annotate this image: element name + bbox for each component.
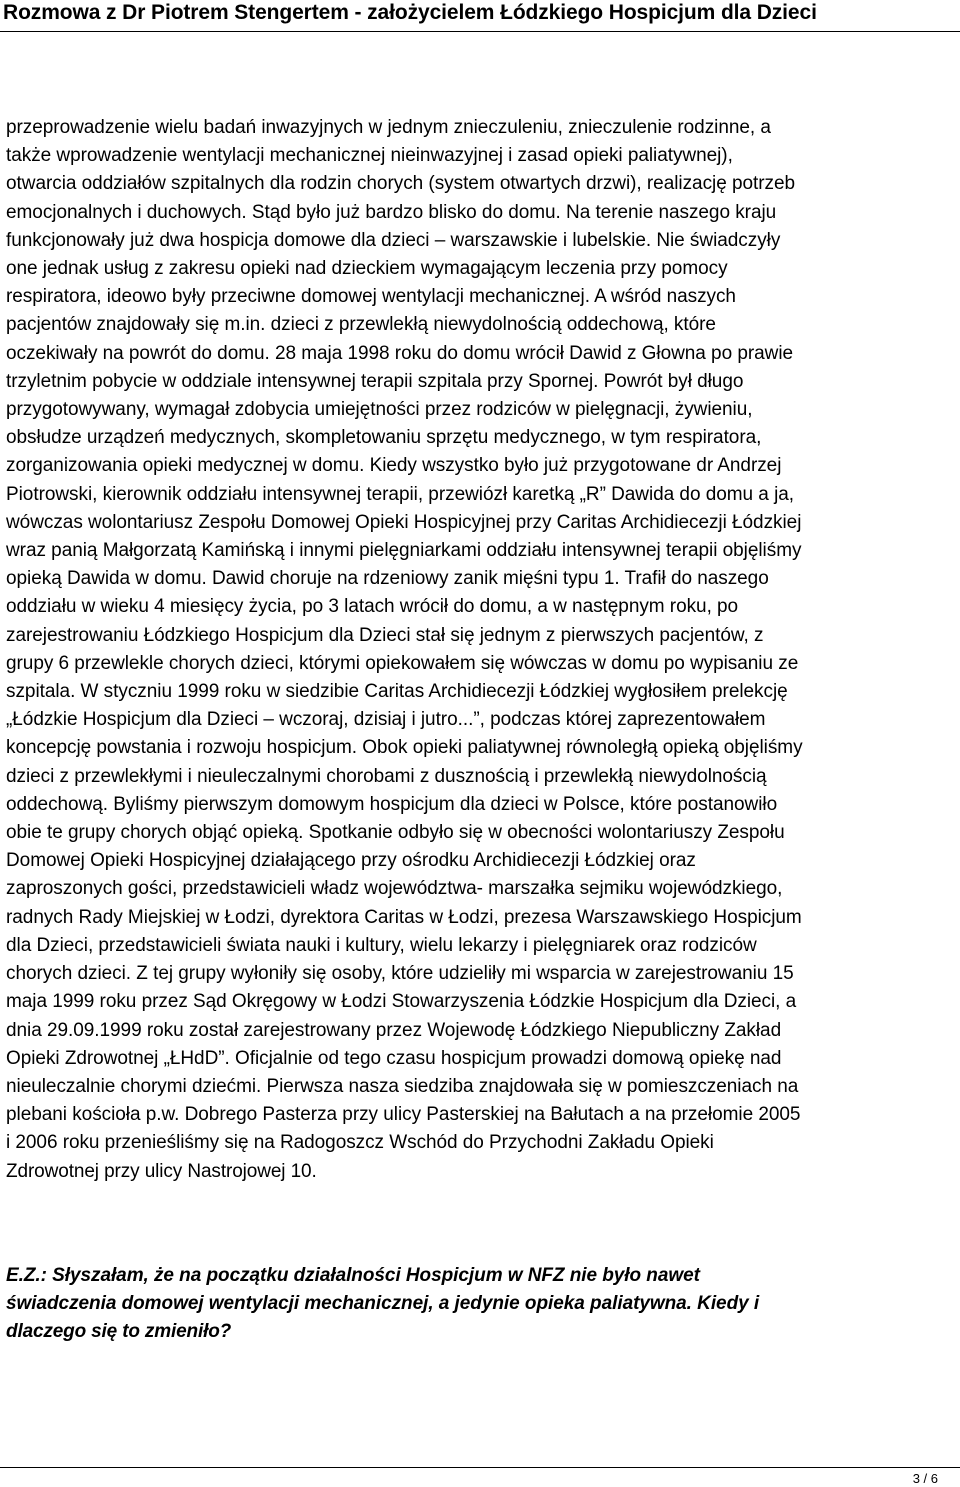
- header-divider: [0, 31, 960, 32]
- body-text-line: Domowej Opieki Hospicyjnej działającego przy ośrodku Archidiecezji Łódzkiej oraz: [6, 850, 696, 872]
- page-number: 3 / 6: [912, 1471, 938, 1486]
- body-text-line: opieką Dawida w domu. Dawid choruje na rdzeniowy zanik mięśni typu 1. Trafił do naszego: [6, 568, 769, 590]
- body-text-line: one jednak usług z zakresu opieki nad dzieckiem wymagającym leczenia przy pomocy: [6, 258, 728, 280]
- body-text-line: respiratora, ideowo były przeciwne domowej wentylacji mechanicznej. A wśród naszych: [6, 286, 736, 308]
- body-text-line: zaproszonych gości, przedstawicieli władz województwa- marszałka sejmiku wojewódzkiego,: [6, 878, 783, 900]
- body-text-line: przeprowadzenie wielu badań inwazyjnych w jednym znieczuleniu, znieczulenie rodzinne, a: [6, 117, 771, 138]
- body-text-line: plebani kościoła p.w. Dobrego Pasterza przy ulicy Pasterskiej na Bałutach a na przełomie 2005: [6, 1104, 801, 1126]
- body-text-line: „Łódzkie Hospicjum dla Dzieci – wczoraj, dzisiaj i jutro...”, podczas której zaprezentowałem: [6, 709, 766, 731]
- body-text-line: Piotrowski, kierownik oddziału intensywnej terapii, przewiózł karetką „R” Dawida do domu a ja,: [6, 483, 795, 505]
- body-text-line: radnych Rady Miejskiej w Łodzi, dyrektora Caritas w Łodzi, prezesa Warszawskiego Hospicjum: [6, 906, 802, 928]
- body-text-line: emocjonalnych i duchowych. Stąd było już bardzo blisko do domu. Na terenie naszego kraju: [6, 201, 777, 223]
- body-text-line: dzieci z przewlekłymi i nieuleczalnymi chorobami z dusznością i przewlekłą niewydolnością: [6, 765, 767, 787]
- body-text-line: Opieki Zdrowotnej „ŁHdD”. Oficjalnie od tego czasu hospicjum prowadzi domową opiekę nad: [6, 1047, 782, 1069]
- body-text-line: także wprowadzenie wentylacji mechanicznej nieinwazyjnej i zasad opieki paliatywnej),: [6, 145, 733, 167]
- body-text-line: szpitala. W styczniu 1999 roku w siedzibie Caritas Archidiecezji Łódzkiej wygłosiłem prelekcję: [6, 681, 788, 703]
- body-text-line: oczekiwały na powrót do domu. 28 maja 1998 roku do domu wrócił Dawid z Głowna po prawie: [6, 342, 794, 364]
- body-text-line: przygotowywany, wymagał zdobycia umiejętności przez rodziców w pielęgnacji, żywieniu,: [6, 399, 753, 421]
- body-text-line: pacjentów znajdowały się m.in. dzieci z przewlekłą niewydolnością oddechową, które: [6, 314, 716, 336]
- body-text-line: maja 1999 roku przez Sąd Okręgowy w Łodzi Stowarzyszenia Łódzkie Hospicjum dla Dzieci, a: [6, 991, 797, 1013]
- question-text-line: E.Z.: Słyszałam, że na początku działalności Hospicjum w NFZ nie było nawet: [6, 1265, 700, 1286]
- question-text-line: świadczenia domowej wentylacji mechanicznej, a jedynie opieka paliatywna. Kiedy i: [6, 1293, 760, 1315]
- body-text-line: wraz panią Małgorzatą Kamińską i innymi pielęgniarkami oddziału intensywnej terapii objęliśmy: [6, 540, 802, 562]
- body-text-line: trzyletnim pobycie w oddziale intensywnej terapii szpitala przy Spornej. Powrót był długo: [6, 370, 744, 392]
- body-text-line: zarejestrowaniu Łódzkiego Hospicjum dla Dzieci stał się jednym z pierwszych pacjentów, z: [6, 624, 764, 646]
- body-text-line: oddziału w wieku 4 miesięcy życia, po 3 latach wrócił do domu, a w następnym roku, po: [6, 596, 739, 618]
- document-title: Rozmowa z Dr Piotrem Stengertem - założycielem Łódzkiego Hospicjum dla Dzieci: [3, 1, 817, 24]
- body-text-line: i 2006 roku przenieśliśmy się na Radogoszcz Wschód do Przychodni Zakładu Opieki: [6, 1132, 714, 1154]
- body-text-line: Zdrowotnej przy ulicy Nastrojowej 10.: [6, 1160, 317, 1182]
- body-text-line: koncepcję powstania i rozwoju hospicjum. Obok opieki paliatywnej równoległą opieką objęliśmy: [6, 737, 803, 759]
- article-body: [6, 114, 960, 1186]
- body-text-line: chorych dzieci. Z tej grupy wyłoniły się osoby, które udzieliły mi wsparcia w zarejestrowaniu 15: [6, 963, 794, 985]
- body-text-line: oddechową. Byliśmy pierwszym domowym hospicjum dla dzieci w Polsce, które postanowiło: [6, 793, 778, 815]
- body-text-line: otwarcia oddziałów szpitalnych dla rodzin chorych (system otwartych drzwi), realizację potrzeb: [6, 173, 796, 195]
- page-header: [0, 0, 960, 34]
- body-text-line: dnia 29.09.1999 roku został zarejestrowany przez Wojewodę Łódzkiego Niepubliczny Zakład: [6, 1019, 782, 1041]
- body-text-line: wówczas wolontariusz Zespołu Domowej Opieki Hospicyjnej przy Caritas Archidiecezji Łódzkiej: [6, 511, 802, 533]
- interviewer-question: [6, 1262, 956, 1347]
- body-text-line: dla Dzieci, przedstawicieli świata nauki i kultury, wielu lekarzy i pielęgniarek oraz rodziców: [6, 934, 757, 956]
- body-text-line: grupy 6 przewlekle chorych dzieci, którymi opiekowałem się wówczas w domu po wypisaniu ze: [6, 652, 799, 674]
- body-text-line: obsłudze urządzeń medycznych, skompletowaniu sprzętu medycznego, w tym respiratora,: [6, 427, 762, 449]
- body-text-line: zorganizowania opieki medycznej w domu. Kiedy wszystko było już przygotowane dr Andrzej: [6, 455, 782, 477]
- body-text-line: obie te grupy chorych objąć opieką. Spotkanie odbyło się w obecności wolontariuszy Zespołu: [6, 822, 785, 844]
- body-text-line: funkcjonowały już dwa hospicja domowe dla dzieci – warszawskie i lubelskie. Nie świadczyły: [6, 229, 781, 251]
- body-text-line: nieuleczalnie chorymi dziećmi. Pierwsza nasza siedziba znajdowała się w pomieszczeniach na: [6, 1075, 799, 1097]
- footer-divider: [0, 1467, 960, 1468]
- question-text-line: dlaczego się to zmieniło?: [6, 1321, 232, 1343]
